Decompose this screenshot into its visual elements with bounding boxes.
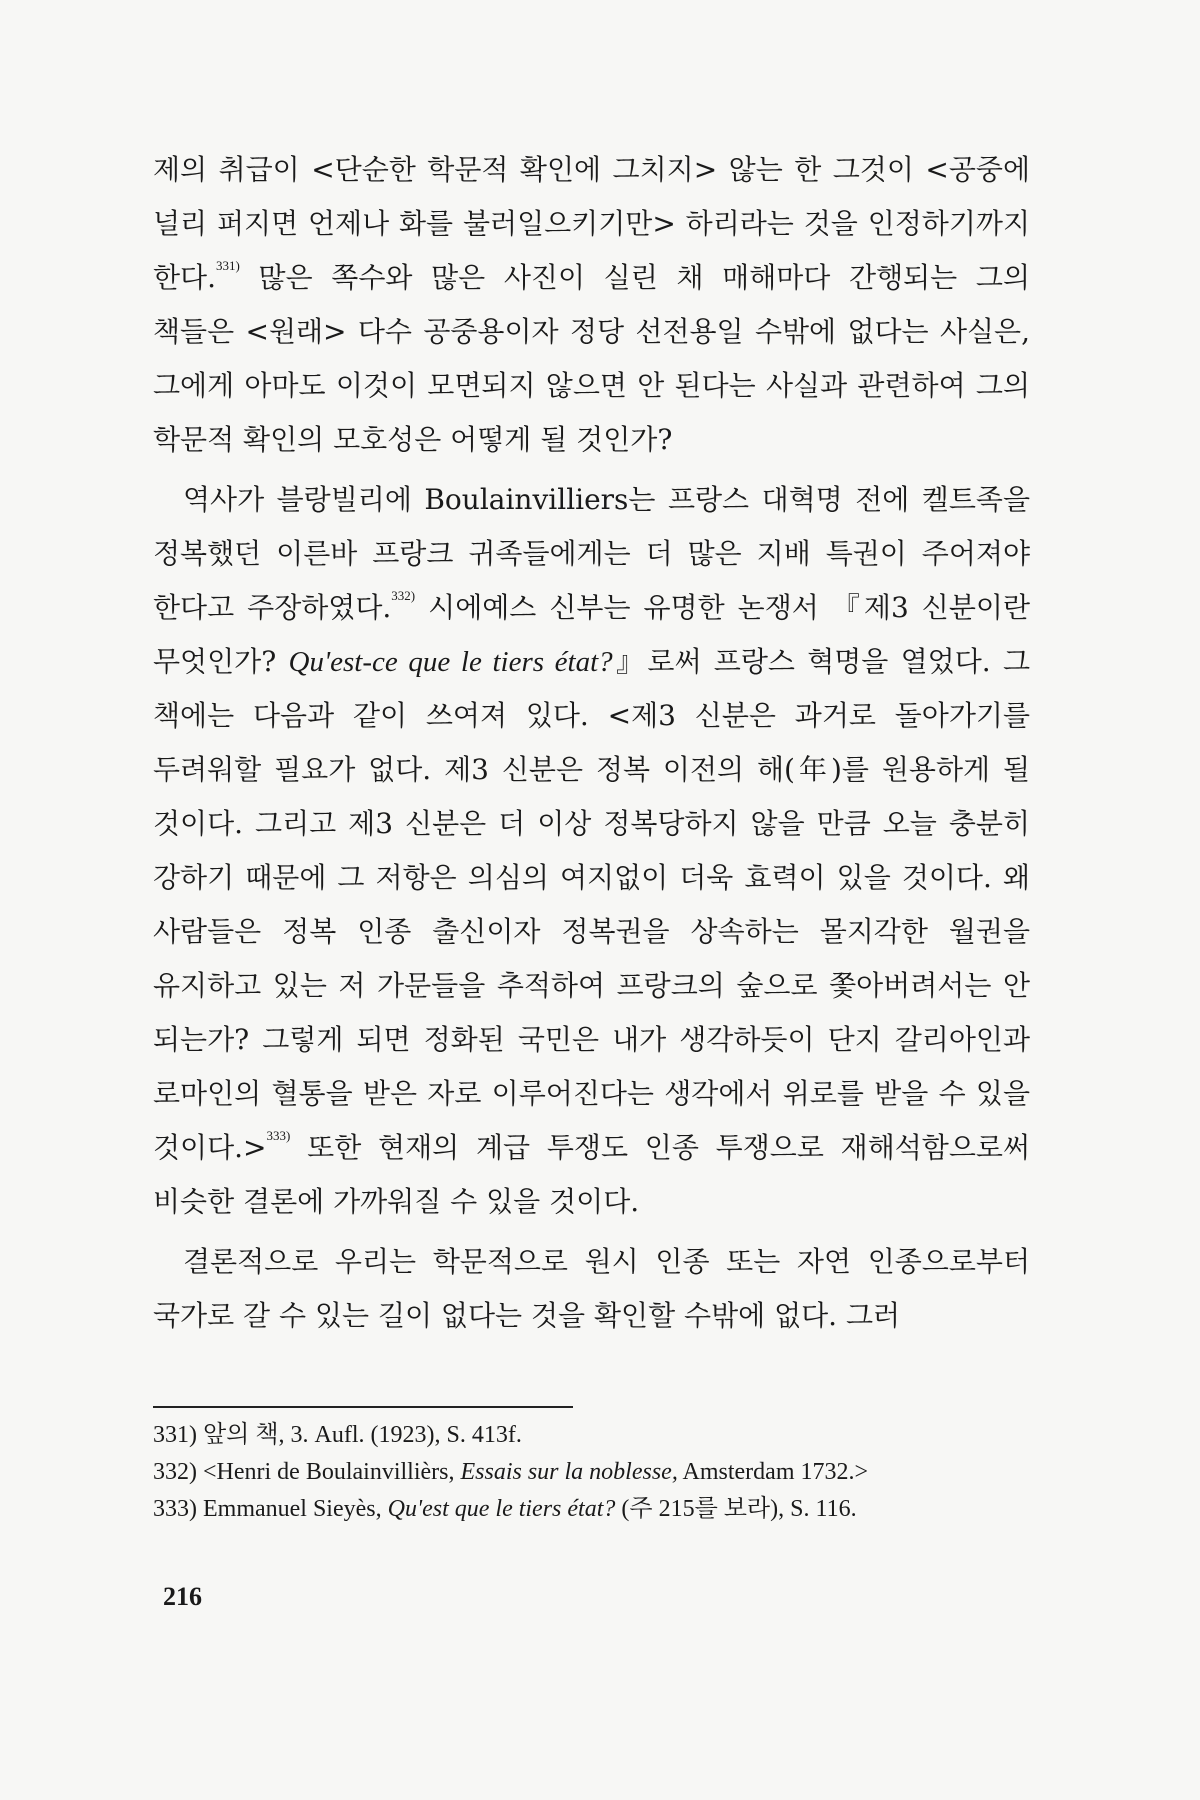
footnote-ref-331: 331): [216, 258, 240, 273]
page-number: 216: [163, 1582, 202, 1611]
footnote-332: [153, 1454, 1033, 1491]
footnote-333-text-end: (주 215를 보라), S. 116.: [615, 1496, 857, 1522]
paragraph-2-text-cont: 시에예스 신부는 유명한 논쟁서 『제3 신분이란 무엇인가?: [153, 591, 1030, 678]
footnote-333-text: 333) Emmanuel Sieyès,: [153, 1496, 388, 1522]
paragraph-2-text: 역사가 블랑빌리에 Boulainvilliers는 프랑스 대혁명 전에 켈트족을 정복했던 이른바 프랑크 귀족들에게는 더 많은 지배 특권이 주어져야 한다고 주장하였다.: [153, 483, 1030, 624]
footnote-ref-333: 333): [266, 1128, 291, 1143]
footnote-331: 331) 앞의 책, 3. Aufl. (1923), S. 413f.: [153, 1422, 522, 1448]
footnote-divider: [153, 1406, 573, 1408]
footnote-332-text: 332) <Henri de Boulainvillièrs,: [153, 1459, 461, 1485]
footnote-333: [153, 1491, 1033, 1528]
footnote-332-text-end: Amsterdam 1732.>: [677, 1459, 869, 1485]
paragraph-2: [153, 473, 1030, 1229]
body-text: [153, 143, 1030, 1349]
footnote-ref-332: 332): [391, 588, 416, 603]
footnote-332-title: Essais sur la noblesse,: [460, 1459, 678, 1485]
paragraph-2-text-end: 또한 현재의 계급 투쟁도 인종 투쟁으로 재해석함으로써 비슷한 결론에 가까워질 수 있을 것이다.: [153, 1131, 1030, 1218]
paragraph-1-text-cont: 많은 쪽수와 많은 사진이 실린 채 매해마다 간행되는 그의 책들은 <원래> 다수 공중용이자 정당 선전용일 수밖에 없다는 사실은, 그에게 아마도 이것이 모면되지 않으면 안 된다는 사실과 관련하여 그의 학문적 확인의 모호성은 어떻게 될 것인가?: [153, 261, 1030, 456]
footnote-333-title: Qu'est que le tiers état?: [387, 1496, 616, 1522]
paragraph-1-text: 제의 취급이 <단순한 학문적 확인에 그치지> 않는 한 그것이 <공중에 널리 퍼지면 언제나 화를 불러일으키기만> 하리라는 것을 인정하기까지 한다.: [153, 153, 1030, 294]
paragraph-1: [153, 143, 1030, 467]
paragraph-3: 결론적으로 우리는 학문적으로 원시 인종 또는 자연 인종으로부터 국가로 갈 수 있는 길이 없다는 것을 확인할 수밖에 없다. 그러: [153, 1245, 1030, 1332]
footnotes: [153, 1417, 1033, 1528]
paragraph-2-quote: 』로써 프랑스 혁명을 열었다. 그 책에는 다음과 같이 쓰여져 있다. <제3 신분은 과거로 돌아가기를 두려워할 필요가 없다. 제3 신분은 정복 이전의 해(年)를 원용하게 될 것이다. 그리고 제3 신분은 더 이상 정복당하지 않을 만큼 오늘 충분히 강하기 때문에 그 저항은 의심의 여지없이 더욱 효력이 있을 것이다. 왜 사람들은 정복 인종 출신이자 정복권을 상속하는 몰지각한 월권을 유지하고 있는 저 가문들을 추적하여 프랑크의 숲으로 쫓아버려서는 안 되는가? 그렇게 되면 정화된 국민은 내가 생각하듯이 단지 갈리아인과 로마인의 혈통을 받은 자로 이루어진다는 생각에서 위로를 받을 수 있을 것이다.>: [153, 645, 1031, 1164]
book-title-italic: Qu'est-ce que le tiers état?: [288, 646, 613, 678]
